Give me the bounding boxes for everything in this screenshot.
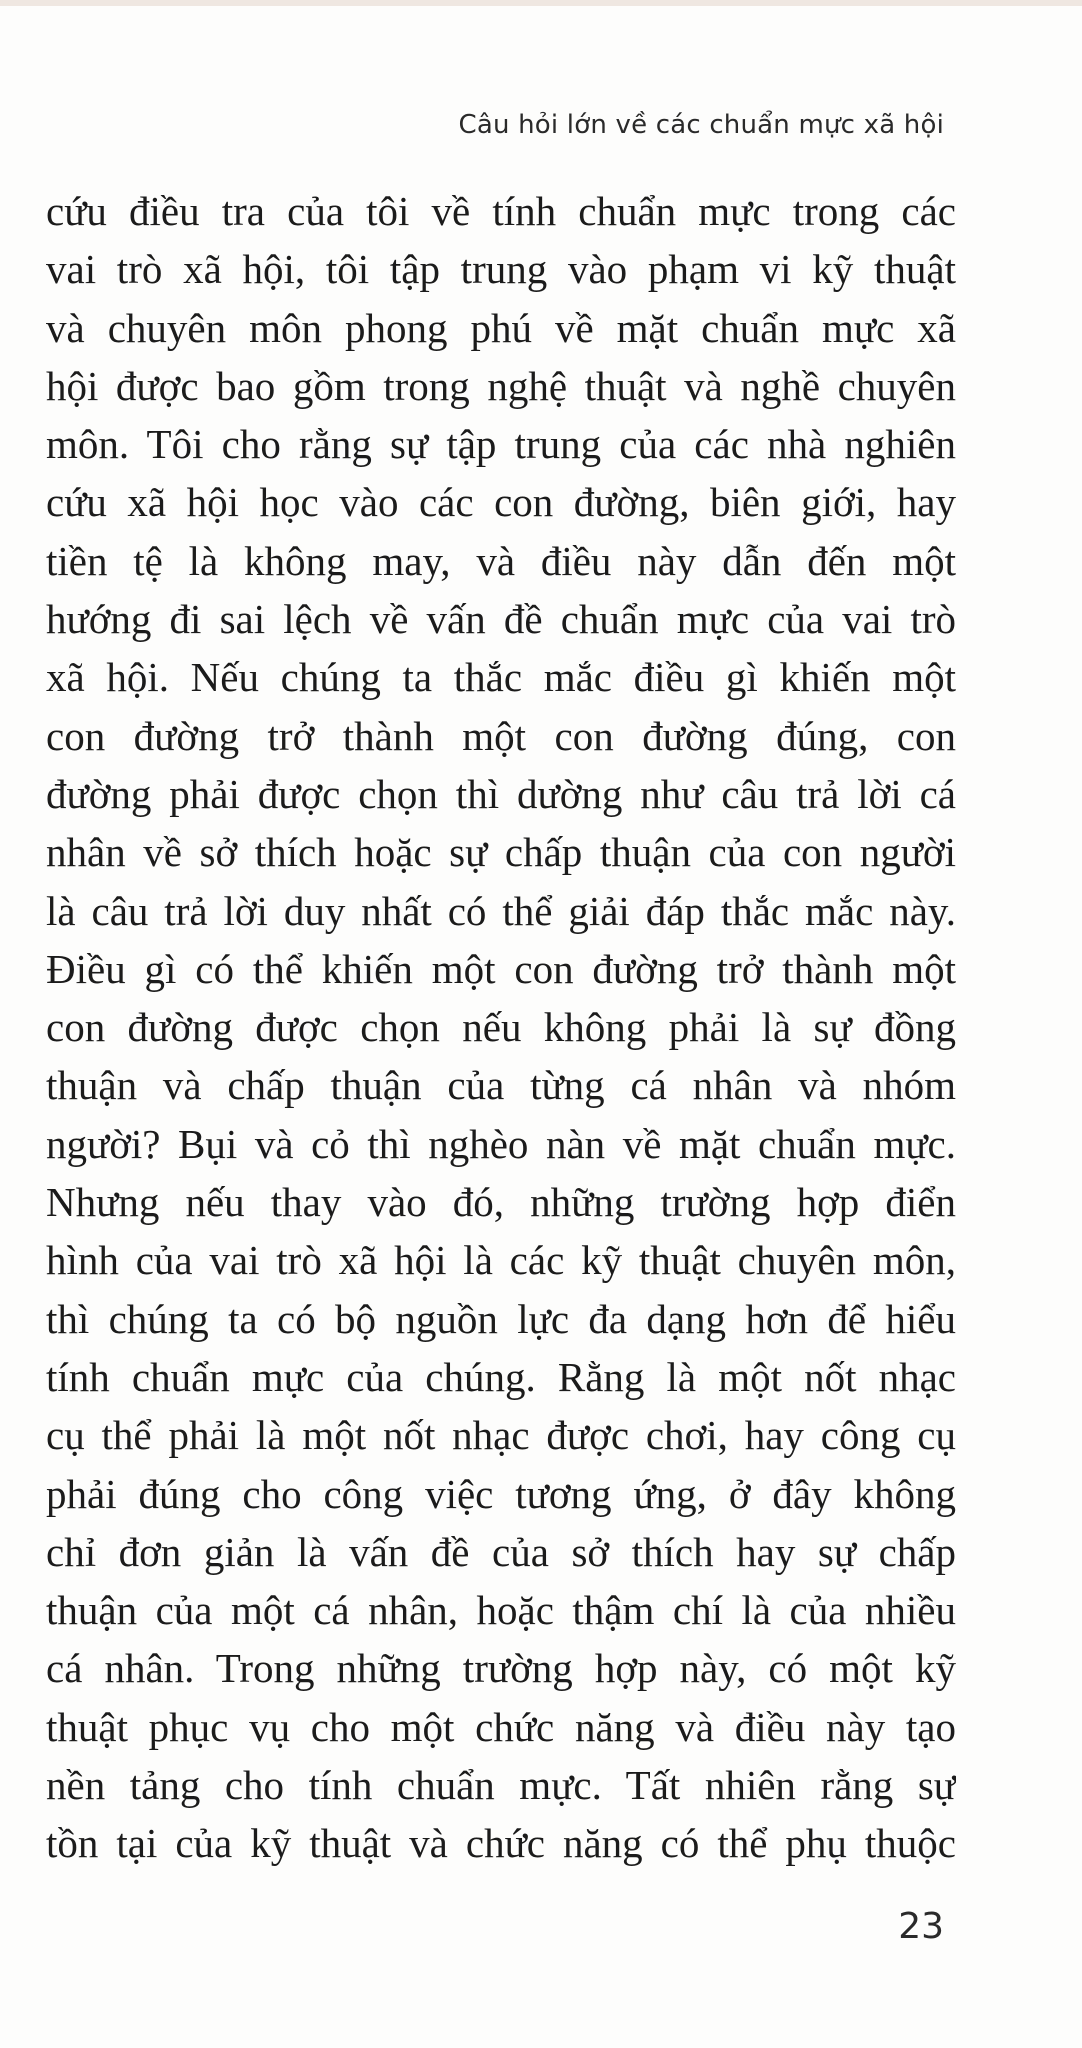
- text-line: thì chúng ta có bộ nguồn lực đa dạng hơn để hiểu: [46, 1295, 956, 1342]
- text-line: tồn tại của kỹ thuật và chức năng có thể phụ thuộc: [46, 1820, 956, 1867]
- text-line: con đường trở thành một con đường đúng, con: [46, 712, 956, 759]
- text-line: đường phải được chọn thì dường như câu trả lời cá: [46, 770, 956, 817]
- text-line: xã hội. Nếu chúng ta thắc mắc điều gì khiến một: [46, 654, 956, 701]
- text-line: vai trò xã hội, tôi tập trung vào phạm vi kỹ thuật: [46, 246, 956, 293]
- text-line: cụ thể phải là một nốt nhạc được chơi, hay công cụ: [46, 1412, 956, 1459]
- text-line: chỉ đơn giản là vấn đề của sở thích hay sự chấp: [46, 1528, 956, 1575]
- page-number: 23: [898, 1906, 944, 1947]
- text-line: hình của vai trò xã hội là các kỹ thuật chuyên môn,: [46, 1237, 956, 1284]
- running-header: Câu hỏi lớn về các chuẩn mực xã hội: [458, 110, 944, 140]
- text-line: cứu xã hội học vào các con đường, biên giới, hay: [46, 479, 956, 526]
- text-line: thuận và chấp thuận của từng cá nhân và nhóm: [46, 1062, 956, 1109]
- text-line: thuật phục vụ cho một chức năng và điều này tạo: [46, 1703, 956, 1750]
- text-line: hội được bao gồm trong nghệ thuật và nghề chuyên: [46, 362, 956, 409]
- text-line: người? Bụi và cỏ thì nghèo nàn về mặt chuẩn mực.: [46, 1120, 956, 1167]
- text-line: hướng đi sai lệch về vấn đề chuẩn mực của vai trò: [46, 596, 956, 643]
- text-line: con đường được chọn nếu không phải là sự đồng: [46, 1004, 956, 1051]
- text-line: phải đúng cho công việc tương ứng, ở đây không: [46, 1470, 956, 1517]
- text-line: tính chuẩn mực của chúng. Rằng là một nốt nhạc: [46, 1353, 956, 1400]
- body-text: [46, 182, 956, 1873]
- text-line: Điều gì có thể khiến một con đường trở thành một: [46, 945, 956, 992]
- text-line: môn. Tôi cho rằng sự tập trung của các nhà nghiên: [46, 421, 956, 468]
- text-line: cứu điều tra của tôi về tính chuẩn mực trong các: [46, 188, 956, 234]
- text-line: và chuyên môn phong phú về mặt chuẩn mực xã: [46, 304, 956, 351]
- text-line: nhân về sở thích hoặc sự chấp thuận của con người: [46, 829, 956, 876]
- text-line: thuận của một cá nhân, hoặc thậm chí là của nhiều: [46, 1587, 956, 1634]
- text-line: nền tảng cho tính chuẩn mực. Tất nhiên rằng sự: [46, 1762, 956, 1809]
- text-line: cá nhân. Trong những trường hợp này, có một kỹ: [46, 1645, 956, 1692]
- text-line: là câu trả lời duy nhất có thể giải đáp thắc mắc này.: [46, 887, 956, 934]
- text-line: Nhưng nếu thay vào đó, những trường hợp điển: [46, 1179, 956, 1226]
- text-line: tiền tệ là không may, và điều này dẫn đến một: [46, 537, 956, 584]
